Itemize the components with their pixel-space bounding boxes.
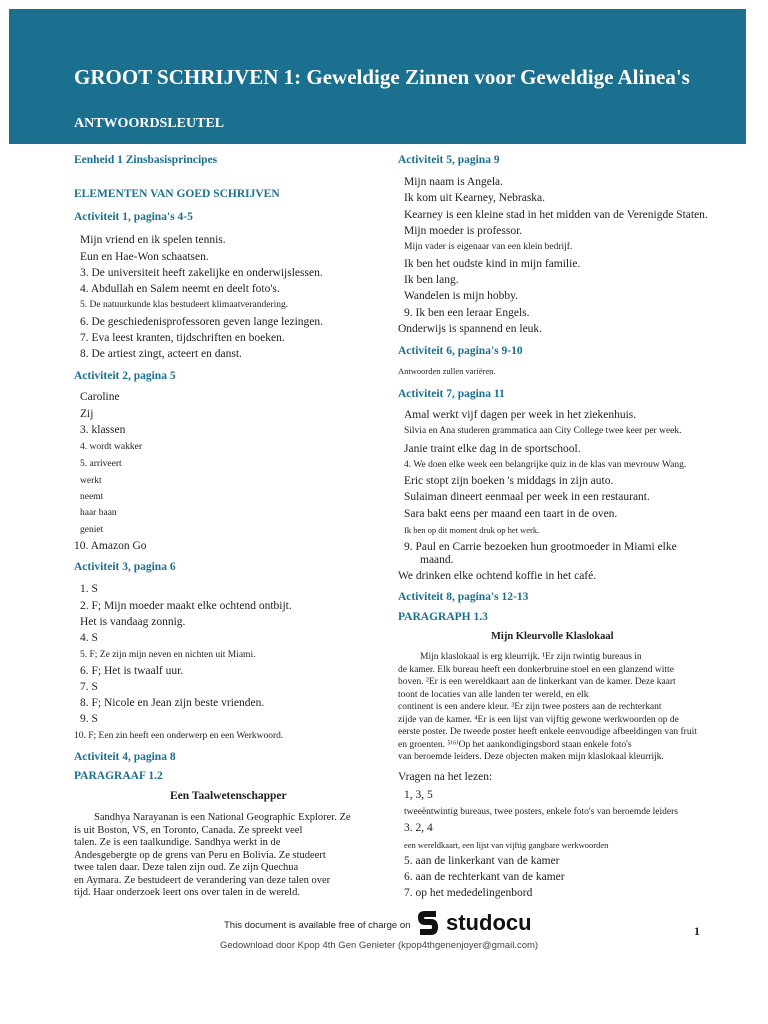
act5-item: Mijn moeder is professor. <box>404 225 523 237</box>
activity-6-heading: Activiteit 6, pagina's 9-10 <box>398 345 523 357</box>
act3-item: 5. F; Ze zijn mijn neven en nichten uit Miami. <box>80 650 256 660</box>
act1-item: Mijn vriend en ik spelen tennis. <box>80 234 226 246</box>
act2-item: geniet <box>80 525 104 535</box>
section-heading: ELEMENTEN VAN GOED SCHRIJVEN <box>74 188 280 200</box>
act1-item: 8. De artiest zingt, acteert en danst. <box>80 348 242 360</box>
act7-item: Amal werkt vijf dagen per week in het ziekenhuis. <box>404 409 637 421</box>
paragraph-1-3-title: Mijn Kleurvolle Klaslokaal <box>491 631 614 642</box>
para-line: Sandhya Narayanan is een National Geographic Explorer. Ze <box>94 812 351 823</box>
act5-item: Onderwijs is spannend en leuk. <box>398 323 543 335</box>
act1-item: 4. Abdullah en Salem neemt en deelt foto's. <box>80 283 280 295</box>
activity-8-heading: Activiteit 8, pagina's 12-13 <box>398 591 529 603</box>
act5-item: Kearney is een kleine stad in het midden van de Verenigde Staten. <box>404 209 708 221</box>
answer-item: 6. aan de rechterkant van de kamer <box>404 871 565 883</box>
questions-label: Vragen na het lezen: <box>398 771 493 783</box>
act5-item: 9. Ik ben een leraar Engels. <box>404 307 530 319</box>
act3-item: 4. S <box>80 632 98 644</box>
act6-note: Antwoorden zullen variëren. <box>398 366 496 376</box>
para-line: van beroemde leiders. Deze objecten maken mijn klaslokaal kleurrijk. <box>398 752 664 762</box>
page-number: 1 <box>694 924 700 938</box>
act1-item: 7. Eva leest kranten, tijdschriften en boeken. <box>80 332 285 344</box>
act2-item: 5. arriveert <box>80 459 122 469</box>
activity-2-heading: Activiteit 2, pagina 5 <box>74 370 176 382</box>
para-line: continent is een andere kleur. ³Er zijn twee posters aan de rechterkant <box>398 702 662 712</box>
act3-item: 7. S <box>80 681 98 693</box>
act3-item: 10. F; Een zin heeft een onderwerp en een Werkwoord. <box>74 731 284 741</box>
act2-item: werkt <box>80 476 102 486</box>
paragraph-1-2-body <box>74 812 374 900</box>
act7-item: 9. Paul en Carrie bezoeken hun grootmoeder in Miami elke <box>404 541 677 553</box>
act5-item: Mijn vader is eigenaar van een klein bedrijf. <box>404 242 573 252</box>
studocu-logo[interactable] <box>414 908 532 938</box>
activity-3-heading: Activiteit 3, pagina 6 <box>74 561 176 573</box>
unit-heading: Eenheid 1 Zinsbasisprincipes <box>74 154 218 166</box>
act1-item: Eun en Hae-Won schaatsen. <box>80 251 209 263</box>
para-line: talen. Ze is een taalkundige. Sandhya werkt in de <box>74 837 281 848</box>
act2-item: 3. klassen <box>80 424 126 436</box>
act3-item: Het is vandaag zonnig. <box>80 616 186 628</box>
para-line: tijd. Haar onderzoek leert ons over talen in de wereld. <box>74 887 300 898</box>
para-line: is uit Boston, VS, en Toronto, Canada. Ze spreekt veel <box>74 824 303 836</box>
act2-item: haar baan <box>80 508 117 518</box>
act7-item: Sara bakt eens per maand een taart in de oven. <box>404 508 618 520</box>
answer-item: een wereldkaart, een lijst van vijftig gangbare werkwoorden <box>404 840 609 850</box>
act3-item: 8. F; Nicole en Jean zijn beste vrienden. <box>80 697 265 709</box>
para-line: twee talen daar. Deze talen zijn oud. Ze zijn Quechua <box>74 862 299 873</box>
studocu-wordmark: studocu <box>446 910 532 935</box>
download-note: Gedownload door Kpop 4th Gen Genieter (kpop4thgenenjoyer@gmail.com) <box>220 940 539 951</box>
para-line: boven. ²Er is een wereldkaart aan de linkerkant van de kamer. Deze kaart <box>398 677 676 687</box>
act2-item: Zij <box>80 408 94 420</box>
act7-item: Silvia en Ana studeren grammatica aan City College twee keer per week. <box>404 426 682 436</box>
act7-item: 4. We doen elke week een belangrijke quiz in de klas van mevrouw Wang. <box>404 460 687 470</box>
activity-4-heading: Activiteit 4, pagina 8 <box>74 751 176 763</box>
act7-item: Eric stopt zijn boeken 's middags in zijn auto. <box>404 475 614 487</box>
act1-item: 5. De natuurkunde klas bestudeert klimaatverandering. <box>80 300 289 310</box>
act5-item: Wandelen is mijn hobby. <box>404 290 518 302</box>
act5-item: Ik ben lang. <box>404 274 459 286</box>
activity-7-heading: Activiteit 7, pagina 11 <box>398 388 505 400</box>
paragraph-1-2-title: Een Taalwetenschapper <box>170 790 287 802</box>
header-banner <box>9 9 746 144</box>
act3-item: 2. F; Mijn moeder maakt elke ochtend ontbijt. <box>80 600 292 612</box>
act7-item: maand. <box>420 554 454 566</box>
act7-item: Sulaiman dineert eenmaal per week in een restaurant. <box>404 491 650 503</box>
act5-item: Mijn naam is Angela. <box>404 176 504 188</box>
act2-item: Caroline <box>80 391 120 403</box>
act3-item: 9. S <box>80 713 98 725</box>
act1-item: 3. De universiteit heeft zakelijke en onderwijslessen. <box>80 267 323 279</box>
act1-item: 6. De geschiedenisprofessoren geven lange lezingen. <box>80 316 324 328</box>
document-subtitle: ANTWOORDSLEUTEL <box>74 116 225 131</box>
para-line: eerste poster. De tweede poster heeft enkele eenvoudige afbeeldingen van fruit <box>398 727 697 737</box>
act7-item: Ik ben op dit moment druk op het werk. <box>404 525 540 535</box>
act3-item: 1. S <box>80 583 98 595</box>
act2-item: neemt <box>80 492 104 502</box>
paragraph-1-3-body <box>398 651 738 764</box>
act7-item: We drinken elke ochtend koffie in het café. <box>398 570 597 582</box>
document-title: GROOT SCHRIJVEN 1: Geweldige Zinnen voor Geweldige Alinea's <box>74 65 690 89</box>
answer-item: tweeëntwintig bureaus, twee posters, enkele foto's van beroemde leiders <box>404 807 678 817</box>
para-line: de kamer. Elk bureau heeft een donkerbruine stoel en een glanzend witte <box>398 664 674 675</box>
activity-1-heading: Activiteit 1, pagina's 4-5 <box>74 211 193 223</box>
act5-item: Ik kom uit Kearney, Nebraska. <box>404 192 546 204</box>
para-line: en Aymara. Ze bestudeert de verandering van deze talen over <box>74 874 331 886</box>
para-line: toont de locaties van alle landen ter wereld, en elk <box>398 689 589 700</box>
act2-item: 10. Amazon Go <box>74 540 147 552</box>
activity-5-heading: Activiteit 5, pagina 9 <box>398 154 500 166</box>
act3-item: 6. F; Het is twaalf uur. <box>80 665 184 677</box>
availability-note: This document is available free of charge on <box>224 920 411 931</box>
act5-item: Ik ben het oudste kind in mijn familie. <box>404 258 581 270</box>
para-line: zijde van de kamer. ⁴Er is een lijst van vijftig gewone werkwoorden op de <box>398 714 679 725</box>
act7-item: Janie traint elke dag in de sportschool. <box>404 443 581 455</box>
answer-item: 1, 3, 5 <box>404 789 433 801</box>
paragraph-1-2-heading: PARAGRAAF 1.2 <box>74 770 163 782</box>
paragraph-1-3-heading: PARAGRAPH 1.3 <box>398 611 488 623</box>
answer-item: 3. 2, 4 <box>404 822 433 834</box>
studocu-logo-icon <box>414 908 442 938</box>
answer-item: 7. op het mededelingenbord <box>404 887 533 899</box>
para-line: Mijn klaslokaal is erg kleurrijk. ¹Er zijn twintig bureaus in <box>420 652 642 662</box>
para-line: en groenten. ⁵⁽⁶⁾Op het aankondigingsbord staan enkele foto's <box>398 739 632 750</box>
para-line: Andesgebergte op de grens van Peru en Bolivia. Ze studeert <box>74 849 326 861</box>
act2-item: 4. wordt wakker <box>80 442 142 452</box>
answer-item: 5. aan de linkerkant van de kamer <box>404 855 560 867</box>
